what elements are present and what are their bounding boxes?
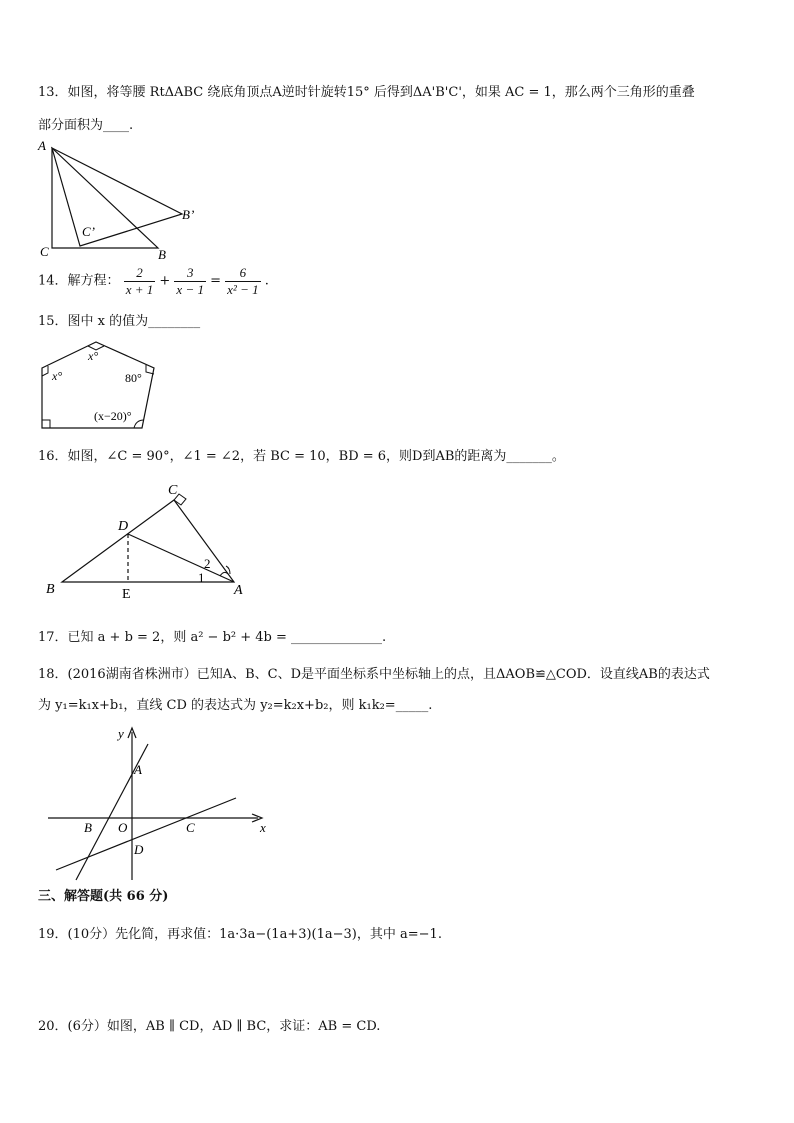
label-d: D <box>118 519 129 534</box>
label-a: A <box>38 138 46 153</box>
q14-f2-num: 3 <box>186 265 194 280</box>
label-x: x <box>260 820 266 835</box>
q20-text: 20．(6分）如图，AB ∥ CD，AD ∥ BC，求证：AB = CD. <box>38 1019 381 1034</box>
label-o: O <box>118 820 128 835</box>
line-cd <box>56 798 236 870</box>
label-top-angle: x° <box>88 349 99 363</box>
segment-ad <box>128 534 234 582</box>
q14-plus: + <box>159 273 171 289</box>
label-c: C <box>168 483 178 498</box>
label-b: B <box>84 820 92 835</box>
q14-suffix: . <box>264 273 269 289</box>
q14-line <box>38 265 269 298</box>
label-e: E <box>122 587 131 602</box>
q13-line2: 部分面积为____. <box>38 118 134 133</box>
q14-f1-den: x + 1 <box>125 282 154 297</box>
q14-f3-den: x² − 1 <box>227 282 259 297</box>
label-y: y <box>118 726 124 741</box>
label-angle-1: 1 <box>198 570 205 585</box>
label-bottom-angle: (x−20)° <box>94 409 132 423</box>
q14-equals: = <box>210 273 222 289</box>
q16-figure <box>40 478 260 600</box>
triangle-abc-rotated <box>52 148 182 246</box>
triangle-abc <box>52 148 158 248</box>
q14-fraction-2 <box>174 265 206 298</box>
q14-fraction-3 <box>225 265 260 298</box>
q14-f1-num: 2 <box>136 265 143 280</box>
label-d: D <box>134 842 144 857</box>
label-angle-2: 2 <box>204 556 211 571</box>
q17-text: 17．已知 a + b = 2，则 a² − b² + 4b = ______________. <box>38 630 387 645</box>
label-b: B <box>46 582 55 597</box>
bottom-left-right-angle <box>42 420 50 428</box>
q19-text: 19．(10分）先化简，再求值：1a·3a−(1a+3)(1a−3)，其中 a=−1. <box>38 927 442 942</box>
angle-1-mark <box>220 572 228 576</box>
section-3-heading: 三、解答题(共 66 分) <box>38 889 169 904</box>
q14-f3-num: 6 <box>239 265 247 280</box>
q18-line2: 为 y₁=k₁x+b₁，直线 CD 的表达式为 y₂=k₂x+b₂，则 k₁k₂=_____. <box>38 698 433 713</box>
q15-text: 15．图中 x 的值为________ <box>38 314 201 329</box>
q14-prefix: 14．解方程： <box>38 273 120 289</box>
label-b: B <box>158 247 166 262</box>
label-c-prime: C’ <box>82 224 95 239</box>
label-b-prime: B’ <box>182 207 195 222</box>
label-c: C <box>186 820 195 835</box>
label-a: A <box>134 762 142 777</box>
q14-f2-den: x − 1 <box>176 282 204 297</box>
q13-figure <box>30 138 220 263</box>
label-a: A <box>234 583 243 598</box>
q18-line1: 18．(2016湖南省株洲市）已知A、B、C、D是平面坐标系中坐标轴上的点，且ΔAOB≌△COD．设直线AB的表达式 <box>38 667 710 682</box>
label-right-angle: 80° <box>125 371 142 385</box>
q14-fraction-1 <box>124 265 156 298</box>
label-c: C <box>40 244 49 259</box>
q15-pentagon-figure <box>38 340 163 432</box>
q16-text: 16．如图，∠C = 90°，∠1 = ∠2，若 BC = 10，BD = 6，则D到AB的距离为_______。 <box>38 449 565 464</box>
q13-line1: 13．如图，将等腰 RtΔABC 绕底角顶点A逆时针旋转15° 后得到ΔA'B'C'，如果 AC = 1，那么两个三角形的重叠 <box>38 85 695 100</box>
q18-coordinate-figure <box>40 724 280 884</box>
label-left-angle: x° <box>52 369 63 383</box>
